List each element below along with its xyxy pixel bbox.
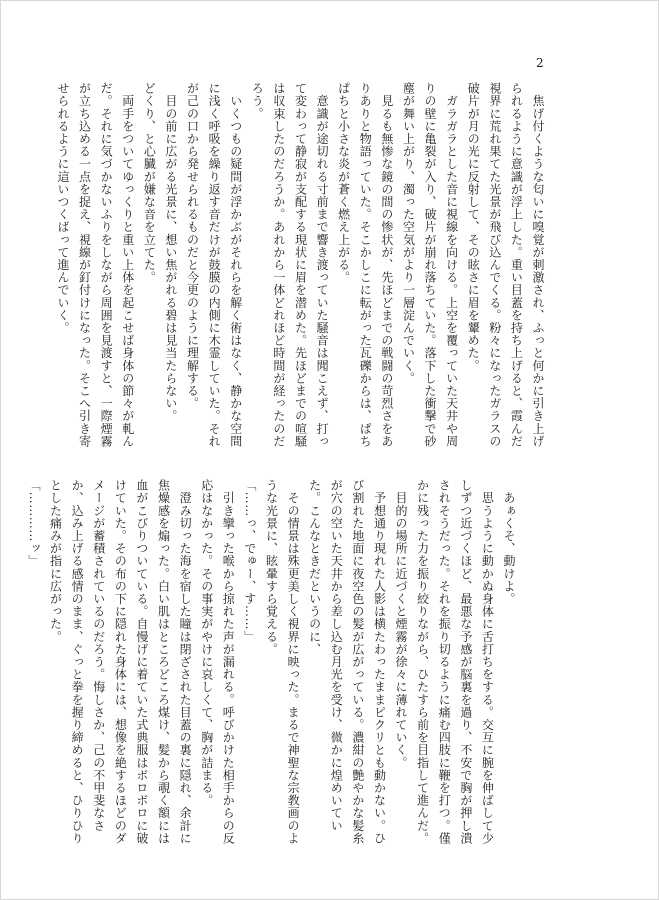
- text-line: に浅く呼吸を繰り返す音だけが鼓膜の内側に木霊していた。それ: [207, 82, 222, 448]
- text-line: 塵が舞い上がり、濁った空気がより一層淀んでいく。: [401, 82, 416, 385]
- text-line: いくつもの疑問が浮かぶがそれらを解く術はなく、静かな空間: [228, 82, 243, 448]
- text-line: が己の口から発せられるものだと今更のように理解する。: [185, 82, 200, 410]
- text-line: が穴の空いた天井から差し込む月光を受け、微かに煌めいてい: [329, 479, 344, 832]
- text-line: けていた。その布の下に隠れた身体には、想像を絶するほどのダ: [113, 479, 128, 845]
- text-line: 思うように動かぬ身体に舌打ちをする。交互に腕を伸ばして少: [480, 479, 495, 845]
- text-line: 引き攣った喉から掠れた声が漏れる。呼びかけた相手からの反: [221, 479, 236, 845]
- text-line: られるように意識が浮上した。重い目蓋を持ち上げると、霞んだ: [509, 82, 524, 448]
- text-line: りの壁に亀裂が入り、破片が崩れ落ちていた。落下した衝撃で砂: [423, 82, 438, 448]
- text-line: 視界に荒れ果てた光景が飛び込んでくる。粉々になったガラスの: [487, 82, 502, 448]
- text-line: メージが蓄積されているのだろう。悔しさか、己の不甲斐なさ: [91, 479, 106, 832]
- text-line: 目の前に広がる光景に、想い焦がれる碧は見当たらない。: [163, 82, 178, 423]
- text-line: 血がこびりついている。自慢げに着ていた式典服はボロボロに破: [134, 479, 149, 845]
- text-line: 澄み切った海を宿した瞳は閉ざされた目蓋の裏に隠れ、余計に: [178, 479, 193, 845]
- text-line: 応はなかった。その事実がやけに哀しくて、胸が詰まる。: [199, 479, 214, 807]
- text-line: か、込み上げる感情のまま、ぐっと拳を握り締めると、ひりひり: [70, 479, 85, 845]
- text-line: た。こんなときだというのに、: [307, 479, 322, 656]
- text-line: りありと物語っていた。そこかしこに転がった瓦礫からは、ぱち: [358, 82, 373, 448]
- text-line: かに残った力を振り絞りながら、ひたすら前を目指して進んだ。: [415, 479, 430, 845]
- page-number: 2: [536, 56, 544, 70]
- text-line: 意識が途切れる寸前まで響き渡っていた騒音は聞こえず、打っ: [315, 82, 330, 448]
- text-line: ぱちと小さな炎が蒼く燃え上がる。: [336, 82, 351, 284]
- text-line: 破片が月の光に反射して、その眩さに眉を顰めた。: [466, 82, 481, 372]
- text-line: 目的の場所に近づくと煙霧が徐々に薄れていく。: [394, 479, 409, 769]
- text-line: どくり、と心臓が嫌な音を立てた。: [142, 82, 157, 284]
- text-line: て変わって静寂が支配する現状に眉を潜めた。先ほどまでの喧騒: [293, 82, 308, 448]
- dialogue-line: 「……っ、でゅー、す……」: [242, 479, 257, 643]
- text-line: 焦燥感を煽った。白い肌はところどころ煤け、髪から覗く額には: [156, 479, 171, 845]
- text-line: 見るも無惨な鏡の間の惨状が、先ほどまでの戦闘の苛烈さをあ: [379, 82, 394, 448]
- text-line: 予想通り現れた人影は横たわったままピクリとも動かない。ひ: [372, 479, 387, 845]
- text-line: は収束したのだろうか。あれから一体どれほど時間が経ったのだ: [271, 82, 286, 448]
- text-line: しずつ近づくほど、最悪な予感が脳裏を過り、不安で胸が押し潰: [458, 479, 473, 845]
- text-line: その情景は殊更美しく視界に映った。まるで神聖な宗教画のよ: [286, 479, 301, 845]
- text-line: び割れた地面に夜空色の髪が広がっている。濃紺の艶やかな髪糸: [350, 479, 365, 845]
- text-line: ガラガラとした音に視線を向ける。上空を覆っていた天井や周: [444, 82, 459, 448]
- text-line: が立ち込める一点を捉え、視線が釘付けになった。そこへ引き寄: [77, 82, 92, 448]
- dialogue-line: 「…………ッ」: [26, 479, 41, 568]
- text-line: せられるように這いつくばって進んでいく。: [55, 82, 70, 334]
- text-line: されそうだった。それを振り切るように痛む四肢に鞭を打つ。僅: [437, 479, 452, 845]
- text-line: うな光景に、眩暈すら覚える。: [264, 479, 279, 656]
- text-line: ろう。: [250, 82, 265, 120]
- lower-text-block: [22, 479, 519, 845]
- text-line: あぁくそ、動けよ。: [502, 479, 516, 605]
- text-line: 両手をついてゆっくりと重い上体を起こせば身体の節々が軋ん: [120, 82, 135, 448]
- text-line: だ。それに気づかないふりをしながら周囲を見渡すと、一際煙霧: [99, 82, 114, 448]
- text-line: とした痛みが指に広がった。: [48, 479, 63, 643]
- text-line: 焦げ付くような匂いに嗅覚が刺激され、ふっと何かに引き上げ: [531, 82, 545, 448]
- upper-text-block: [51, 82, 548, 448]
